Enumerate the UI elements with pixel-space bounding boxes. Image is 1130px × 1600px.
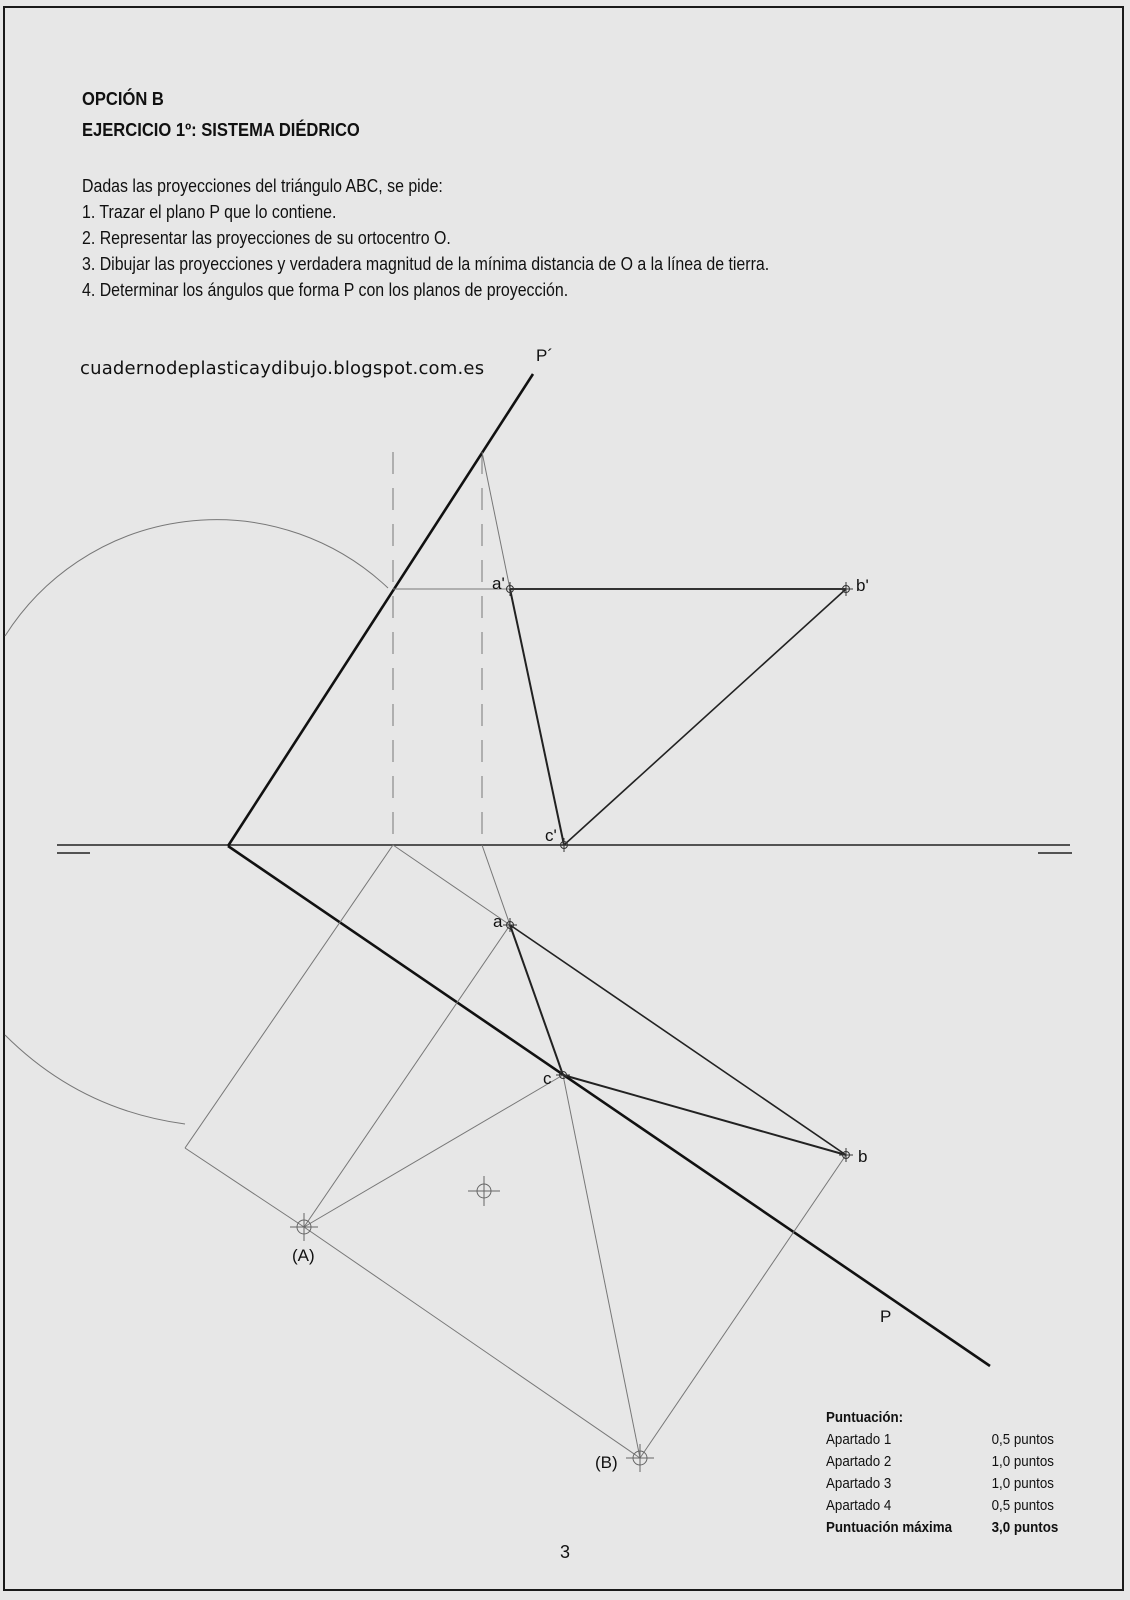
statement-item-4: 4. Determinar los ángulos que forma P con los planos de proyección. (82, 279, 569, 300)
scoring-row: Apartado 4 0,5 puntos (826, 1498, 1054, 1514)
construction-line (185, 1148, 304, 1227)
label-c-prime: c' (545, 826, 557, 845)
rotation-line (304, 1227, 640, 1458)
vertical-trace-p-prime (228, 374, 533, 846)
rotation-line (563, 1075, 640, 1458)
point-marker-a-rotated (290, 1213, 318, 1241)
construction-line (482, 452, 510, 589)
edge-a-c (510, 925, 563, 1075)
edge-a-b (510, 925, 846, 1155)
edge-b-prime-c-prime (564, 589, 846, 845)
scoring-total-row: Puntuación máxima 3,0 puntos (826, 1520, 1059, 1536)
scoring-row: Apartado 2 1,0 puntos (826, 1454, 1054, 1470)
scoring-title: Puntuación: (826, 1410, 904, 1426)
point-marker-b-rotated (626, 1444, 654, 1472)
edge-c-b (563, 1075, 846, 1155)
label-a: a (493, 912, 503, 931)
horizontal-trace-p (228, 846, 990, 1366)
scoring-row: Apartado 3 1,0 puntos (826, 1476, 1054, 1492)
point-marker-a (503, 918, 517, 932)
label-b-rotated: (B) (595, 1453, 618, 1472)
scoring-table (826, 1410, 1058, 1542)
statement-intro: Dadas las proyecciones del triángulo ABC, se pide: (82, 175, 443, 196)
page-number: 3 (560, 1542, 571, 1562)
statement-item-1: 1. Trazar el plano P que lo contiene. (82, 201, 337, 222)
rotation-line (304, 1075, 563, 1227)
label-p: P (880, 1307, 892, 1326)
exercise-heading: EJERCICIO 1º: SISTEMA DIÉDRICO (82, 120, 360, 140)
construction-line (185, 845, 393, 1148)
orthocenter-marker (468, 1176, 500, 1206)
statement-item-2: 2. Representar las proyecciones de su ortocentro O. (82, 227, 451, 248)
edge-a-prime-c-prime (510, 589, 564, 845)
scoring-row: Apartado 1 0,5 puntos (826, 1432, 1054, 1448)
rotation-line (304, 925, 510, 1227)
rotation-line (640, 1155, 846, 1458)
point-marker-b (839, 1148, 853, 1162)
label-b: b (858, 1147, 868, 1166)
label-p-prime: P´ (536, 346, 553, 365)
option-heading: OPCIÓN B (82, 89, 164, 109)
label-c: c (543, 1069, 552, 1088)
label-b-prime: b' (856, 576, 869, 595)
blog-watermark: cuadernodeplasticaydibujo.blogspot.com.es (80, 358, 485, 379)
label-a-rotated: (A) (292, 1246, 315, 1265)
construction-arc-top (5, 520, 388, 636)
label-a-prime: a' (492, 574, 505, 593)
construction-arc-bottom (5, 1035, 185, 1124)
statement-item-3: 3. Dibujar las proyecciones y verdadera magnitud de la mínima distancia de O a la línea de tierra. (82, 253, 770, 274)
